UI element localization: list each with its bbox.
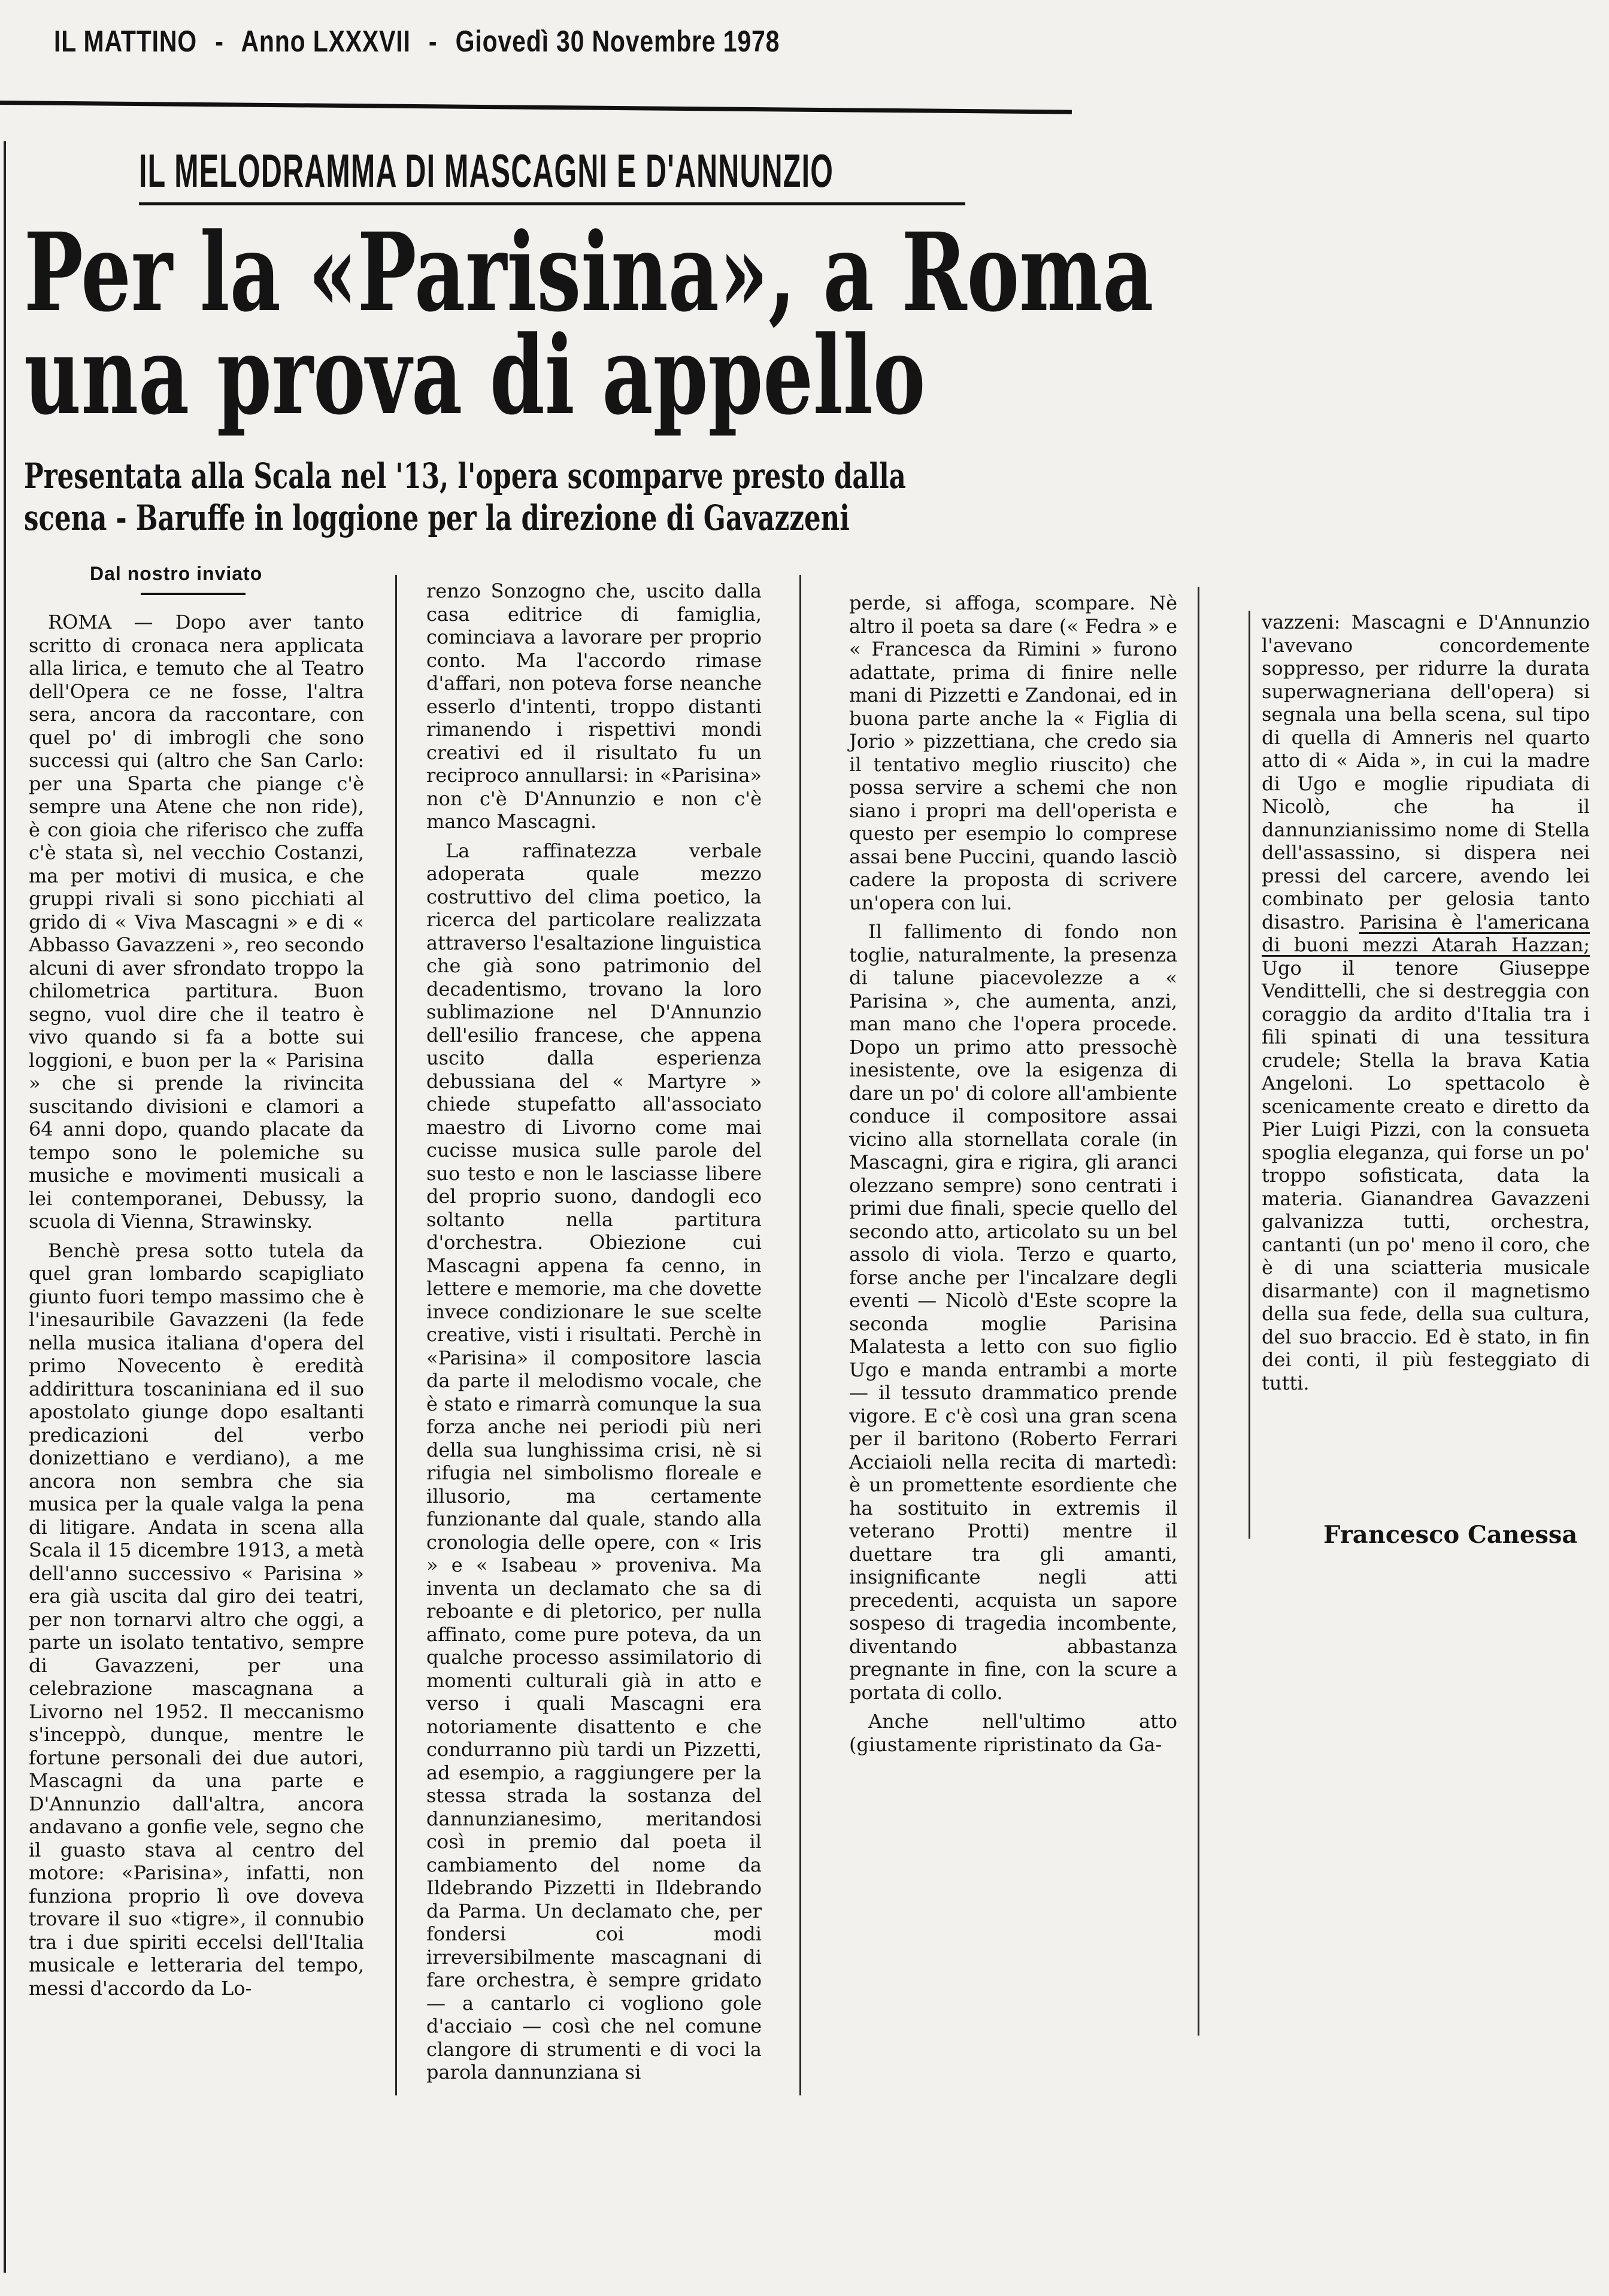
headline-line-1: Per la «Parisina», a Roma [24, 210, 1154, 336]
article-kicker: IL MELODRAMMA DI MASCAGNI E D'ANNUNZIO [139, 144, 834, 197]
paragraph [1262, 611, 1590, 1394]
masthead-separator: - [215, 25, 224, 58]
paragraph: Anche nell'ultimo atto (giustamente ripristinato da Ga- [849, 1710, 1177, 1756]
article-headline [24, 210, 1154, 439]
paragraph-text: vazzeni: Mascagni e D'Annunzio l'avevano concordemente soppresso, per ridurre la durata superwagneriana dell'opera) si segnala una bella scena, sul tipo di quella di Amneris nel quarto atto di « Aida », in cui la madre di Ugo e moglie ripudiata di Nicolò, che ha il dannunzianissimo nome di Stella dell'assassino, si dispera nei pressi del carcere, avendo lei combinato per gelosia tanto disastro. [1262, 611, 1590, 933]
dateline-label: Dal nostro inviato [90, 563, 263, 584]
dateline-rule [141, 593, 246, 595]
handwritten-underline-text: Parisina è l'americana di buoni mezzi Atarah Hazzan; [1262, 910, 1590, 956]
paragraph: ROMA — Dopo aver tanto scritto di cronaca nera applicata alla lirica, e temuto che al Teatro dell'Opera ce ne fosse, l'altra sera, ancora da raccontare, con quel po' di imbrogli che sono successi qui (altro che San Carlo: per una Sparta che piange c'è sempre una Atene che non ride), è con gioia che riferisco che zuffa c'è stata sì, nel vecchio Costanzi, ma per motivi di musica, e che gruppi rivali si sono picchiati al grido di « Viva Mascagni » e di « Abbasso Gavazzeni », reo secondo alcuni di aver sfrondato troppo la chilometrica partitura. Buon segno, vuol dire che il teatro è vivo quando si fa a botte sui loggioni, e buon per la « Parisina » che si prende la rivincita suscitando divisioni e clamori a 64 anni dopo, quando placate da tempo sono le polemiche su musiche e movimenti musicali a lei contemporanei, Debussy, la scuola di Vienna, Strawinsky. [29, 611, 364, 1233]
paragraph: perde, si affoga, scompare. Nè altro il poeta sa dare (« Fedra » e « Francesca da Rimini » furono adattate, prima di finire nelle mani di Pizzetti e Zandonai, ed in buona parte anche la « Figlia di Jorio » pizzettiana, che credo sia il tentativo meglio riuscito) che possa servire a schemi che non siano i propri ma dell'operista e questo per esempio lo comprese assai bene Puccini, quando lasciò cadere la proposta di scrivere un'opera con lui. [849, 592, 1177, 914]
paragraph: renzo Sonzogno che, uscito dalla casa editrice di famiglia, cominciava a lavorare per proprio conto. Ma l'accordo rimase d'affari, non poteva forse neanche esserlo d'intenti, troppo distanti rimanendo i rispettivi mondi creativi ed il risultato fu un reciproco annullarsi: in «Parisina» non c'è D'Annunzio e non c'è manco Mascagni. [426, 580, 762, 833]
column-divider [799, 575, 801, 2095]
article-column-1 [29, 611, 364, 2006]
column-divider [1249, 611, 1250, 1539]
kicker-rule [139, 202, 965, 205]
issue-date: Giovedì 30 Novembre 1978 [455, 25, 780, 58]
author-signature: Francesco Canessa [1323, 1521, 1578, 1549]
subhead-line-1: Presentata alla Scala nel '13, l'opera scomparve presto dalla [24, 456, 906, 496]
newspaper-name: IL MATTINO [54, 25, 197, 58]
article-column-4 [1262, 611, 1590, 1400]
article-column-3 [849, 592, 1177, 1762]
masthead [54, 24, 889, 59]
article-column-2 [426, 580, 762, 2090]
headline-line-2: una prova di appello [24, 313, 926, 439]
paragraph: Il fallimento di fondo non toglie, naturalmente, la presenza di talune piacevolezze a « Parisina », che aumenta, anzi, man mano che l'opera procede. Dopo un primo atto pressochè inesistente, ove la esigenza di dare un po' di colore all'ambiente conduce il compositore assai vicino alla stornellata corale (in Mascagni, gira e rigira, gli aranci olezzano sempre) sono centrati i primi due finali, specie quello del secondo atto, articolato su un bel assolo di viola. Terzo e quarto, forse anche per l'incalzare degli eventi — Nicolò d'Este scopre la seconda moglie Parisina Malatesta a letto con suo figlio Ugo e manda entrambi a morte — il tessuto drammatico prende vigore. E c'è così una gran scena per il baritono (Roberto Ferrari Acciaioli nella recita di martedì: è un promettente esordiente che ha sostituito in extremis il veterano Protti) mentre il duettare tra gli amanti, insignificante negli atti precedenti, acquista un sapore sospeso di tragedia incombente, diventando abbastanza pregnante in fine, con la scure a portata di collo. [849, 920, 1177, 1704]
paragraph: Benchè presa sotto tutela da quel gran lombardo scapigliato giunto fuori tempo massimo che è l'inesauribile Gavazzeni (la fede nella musica italiana d'opera del primo Novecento è eredità addirittura toscaniniana ed il suo apostolato giunge dopo esaltanti predicazioni del verbo donizettiano e verdiano), a me ancora non sembra che sia musica per la quale valga la pena di litigare. Andata in scena alla Scala il 15 dicembre 1913, a metà dell'anno successivo « Parisina » era già uscita dal giro dei teatri, per non tornarvi altro che oggi, a parte un isolato tentativo, sempre di Gavazzeni, per una celebrazione mascagnana a Livorno nel 1952. Il meccanismo s'inceppò, dunque, mentre le fortune personali dei due autori, Mascagni da una parte e D'Annunzio dall'altra, ancora andavano a gonfie vele, segno che il guasto stava al centro del motore: «Parisina», infatti, non funziona proprio lì ove doveva trovare il suo «tigre», il connubio tra i due spiriti eccelsi dell'Italia musicale e letteraria del tempo, messi d'accordo da Lo- [29, 1239, 364, 2000]
column-divider [1198, 587, 1199, 2036]
paragraph: La raffinatezza verbale adoperata quale mezzo costruttivo del clima poetico, la ricerca del particolare realizzata attraverso l'esaltazione linguistica che già sono patrimonio del decadentismo, trovano la loro sublimazione nel D'Annunzio dell'esilio francese, che appena uscito dalla esperienza debussiana del « Martyre » chiede stupefatto all'associato maestro di Livorno come mai cucisse musica sulle parole del suo testo e non le lasciasse libere del proprio suono, dandogli eco soltanto nella partitura d'orchestra. Obiezione cui Mascagni appena fa cenno, in lettere e memorie, ma che dovette invece condizionare le sue scelte creative, visti i risultati. Perchè in «Parisina» il compositore lascia da parte il melodismo vocale, che è stato e rimarrà comunque la sua forza anche nei periodi più neri della sua lunghissima crisi, nè si rifugia nel simbolismo floreale e illusorio, ma certamente funzionante dal quale, stando alla cronologia delle opere, con « Iris » e « Isabeau » proveniva. Ma inventa un declamato che sa di reboante e di pletorico, per nulla affinato, come pure poteva, da un qualche processo assimilatorio di momenti culturali già in atto e verso i quali Mascagni era notoriamente disattento e che condurranno più tardi un Pizzetti, ad esempio, a raggiungere per la stessa strada la sostanza del dannunzianesimo, meritandosi così in premio dal poeta il cambiamento del nome da Ildebrando Pizzetti in Ildebrando da Parma. Un declamato che, per fondersi coi modi irreversibilmente mascagnani di fare orchestra, è sempre gridato — a cantarlo ci vogliono gole d'acciaio — così che nel comune clangore di strumenti e di voci la parola dannunziana si [426, 839, 762, 2083]
article-border-left [4, 141, 6, 2273]
subhead-line-2: scena - Baruffe in loggione per la direzione di Gavazzeni [24, 498, 850, 538]
column-divider [395, 575, 397, 2095]
paragraph-text: Ugo il tenore Giuseppe Vendittelli, che si destreggia con coraggio da ardito d'Italia tra i fili spinati di una tessitura crudele; Stella la brava Katia Angeloni. Lo spettacolo è scenicamente creato e diretto da Pier Luigi Pizzi, con la consueta spoglia eleganza, qui forse un po' troppo sofisticata, data la materia. Gianandrea Gavazzeni galvanizza tutti, orchestra, cantanti (un po' meno il coro, che è di una sciatteria musicale disarmante) con il magnetismo della sua fede, della sua cultura, del suo braccio. Ed è stato, in fin dei conti, il più festeggiato di tutti. [1262, 956, 1590, 1394]
article-subheadline [24, 455, 1057, 539]
masthead-separator: - [428, 25, 438, 58]
issue-year: Anno LXXXVII [241, 25, 411, 58]
masthead-rule [0, 101, 1072, 114]
